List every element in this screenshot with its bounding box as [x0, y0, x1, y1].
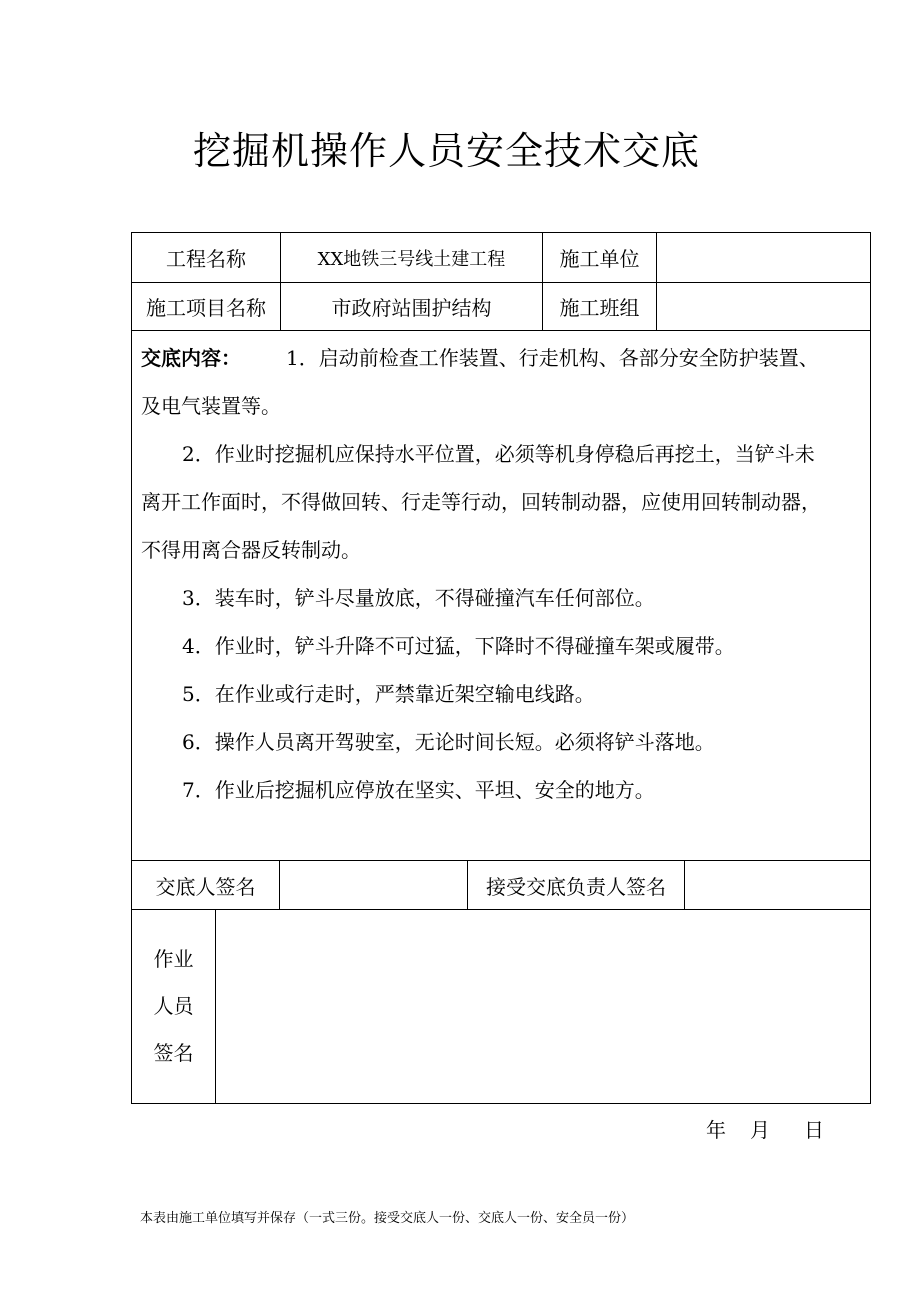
content-line: 离开工作面时，不得做回转、行走等行动，回转制动器，应使用回转制动器，: [141, 490, 821, 514]
content-label: 交底内容：: [141, 346, 241, 370]
date-year: 年: [706, 1118, 726, 1142]
content-line: 7．作业后挖掘机应停放在坚实、平坦、安全的地方。: [182, 778, 655, 802]
project-name-value[interactable]: XX地铁三号线土建工程: [281, 233, 543, 283]
content-line: 不得用离合器反转制动。: [141, 538, 361, 562]
workers-label-line: 人员: [153, 994, 194, 1018]
workers-label: [132, 910, 216, 1104]
project-name-label: 工程名称: [132, 233, 281, 283]
receiver-signature-field[interactable]: [685, 861, 871, 910]
presenter-label: 交底人签名: [132, 861, 280, 910]
sub-project-value[interactable]: 市政府站围护结构: [281, 283, 543, 331]
document-title: 挖掘机操作人员安全技术交底: [192, 129, 700, 173]
team-value[interactable]: [657, 283, 871, 331]
workers-label-line: 作业: [153, 947, 194, 971]
content-line: 6．操作人员离开驾驶室，无论时间长短。必须将铲斗落地。: [182, 730, 715, 754]
team-label: 施工班组: [543, 283, 657, 331]
header-table: [131, 232, 871, 330]
date-day: 日: [804, 1118, 824, 1142]
construction-unit-value[interactable]: [657, 233, 871, 283]
content-line: 3．装车时，铲斗尽量放底，不得碰撞汽车任何部位。: [182, 586, 655, 610]
footnote: 本表由施工单位填写并保存（一式三份。接受交底人一份、交底人一份、安全员一份）: [140, 1211, 635, 1226]
content-line: 2．作业时挖掘机应保持水平位置，必须等机身停稳后再挖土，当铲斗未: [182, 442, 815, 466]
content-line: 及电气装置等。: [141, 394, 281, 418]
receiver-label: 接受交底负责人签名: [468, 861, 685, 910]
content-line: 1．启动前检查工作装置、行走机构、各部分安全防护装置、: [286, 346, 819, 370]
presenter-signature-field[interactable]: [280, 861, 468, 910]
content-line: 5．在作业或行走时，严禁靠近架空输电线路。: [182, 682, 595, 706]
workers-label-line: 签名: [153, 1041, 194, 1065]
construction-unit-label: 施工单位: [543, 233, 657, 283]
signature-table: [131, 861, 871, 1104]
workers-signature-area[interactable]: [216, 910, 871, 1104]
date-month: 月: [750, 1118, 770, 1142]
sub-project-label: 施工项目名称: [132, 283, 281, 331]
content-line: 4．作业时，铲斗升降不可过猛，下降时不得碰撞车架或履带。: [182, 634, 735, 658]
briefing-content: [131, 330, 871, 861]
